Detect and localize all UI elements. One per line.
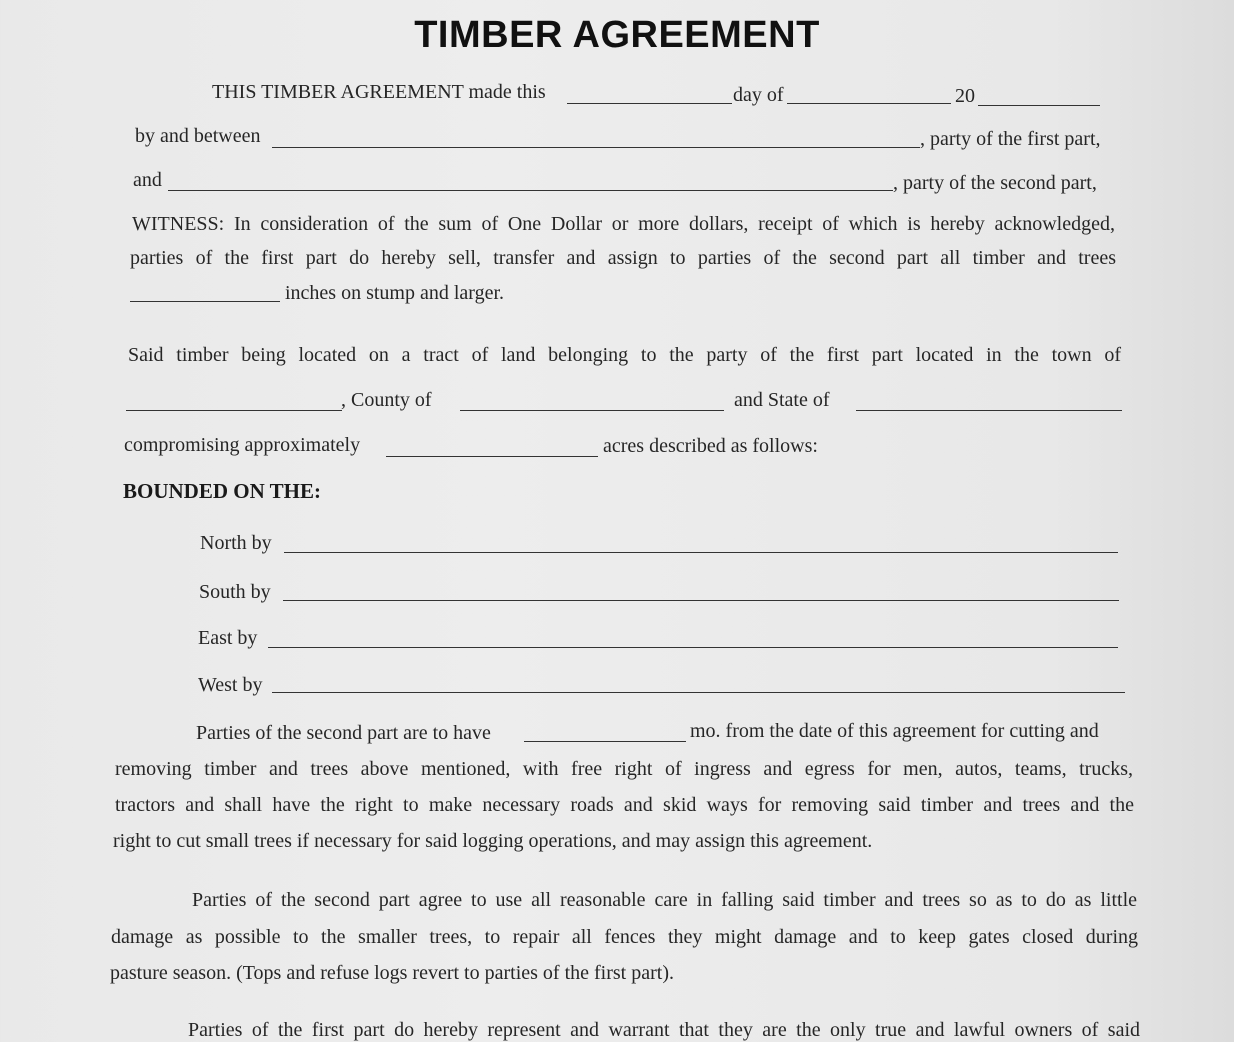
witness-line-3: inches on stump and larger. [285,282,505,304]
first-party-blank[interactable] [272,147,920,148]
diameter-blank[interactable] [130,301,280,302]
terms-p1-start: Parties of the second part are to have [196,722,491,744]
bounded-heading: BOUNDED ON THE: [123,479,321,503]
terms-p1-line-4: right to cut small trees if necessary for said logging operations, and may assign this agreement. [113,830,873,852]
terms-p1-after-blank: mo. from the date of this agreement for cutting and [690,720,1099,742]
and-label: and [133,169,162,191]
second-part-label: , party of the second part, [893,172,1097,194]
terms-p2-line-2: damage as possible to the smaller trees, to repair all fences they might damage and to keep gates closed during [111,926,1138,948]
north-blank[interactable] [284,552,1118,553]
county-of-label: , County of [341,389,432,411]
intro-year-prefix: 20 [955,85,975,107]
west-by-label: West by [198,674,263,696]
east-by-label: East by [198,627,258,649]
terms-p3-line-1: Parties of the first part do hereby represent and warrant that they are the only true and lawful owners of said [188,1019,1140,1041]
south-by-label: South by [199,581,271,603]
town-blank[interactable] [126,410,342,411]
state-blank[interactable] [856,410,1122,411]
south-blank[interactable] [283,600,1119,601]
day-blank[interactable] [567,103,732,104]
east-blank[interactable] [268,647,1118,648]
intro-day-of: day of [733,84,784,106]
north-by-label: North by [200,532,272,554]
acres-label: acres described as follows: [603,435,818,457]
comprising-label: compromising approximately [124,434,361,456]
west-blank[interactable] [272,692,1125,693]
terms-p1-line-2: removing timber and trees above mentioned, with free right of ingress and egress for men, autos, teams, trucks, [115,758,1133,780]
first-part-label: , party of the first part, [920,128,1101,150]
month-blank[interactable] [787,103,951,104]
terms-p2-line-1: Parties of the second part agree to use all reasonable care in falling said timber and trees so as to do as little [192,889,1137,911]
intro-made-this: THIS TIMBER AGREEMENT made this [212,81,546,103]
county-blank[interactable] [460,410,724,411]
acres-blank[interactable] [386,456,598,457]
document-title: TIMBER AGREEMENT [414,14,820,56]
by-and-between-label: by and between [135,125,261,147]
witness-line-2: parties of the first part do hereby sell, transfer and assign to parties of the second part all timber and trees [130,247,1116,269]
months-blank[interactable] [524,741,686,742]
terms-p2-line-3: pasture season. (Tops and refuse logs revert to parties of the first part). [110,962,674,984]
state-of-label: and State of [734,389,830,411]
location-line-1: Said timber being located on a tract of land belonging to the party of the first part located in the town of [128,344,1121,366]
year-blank[interactable] [978,105,1100,106]
witness-line-1: WITNESS: In consideration of the sum of One Dollar or more dollars, receipt of which is hereby acknowledged, [132,213,1115,235]
terms-p1-line-3: tractors and shall have the right to make necessary roads and skid ways for removing said timber and trees and the [115,794,1134,816]
second-party-blank[interactable] [168,190,893,191]
